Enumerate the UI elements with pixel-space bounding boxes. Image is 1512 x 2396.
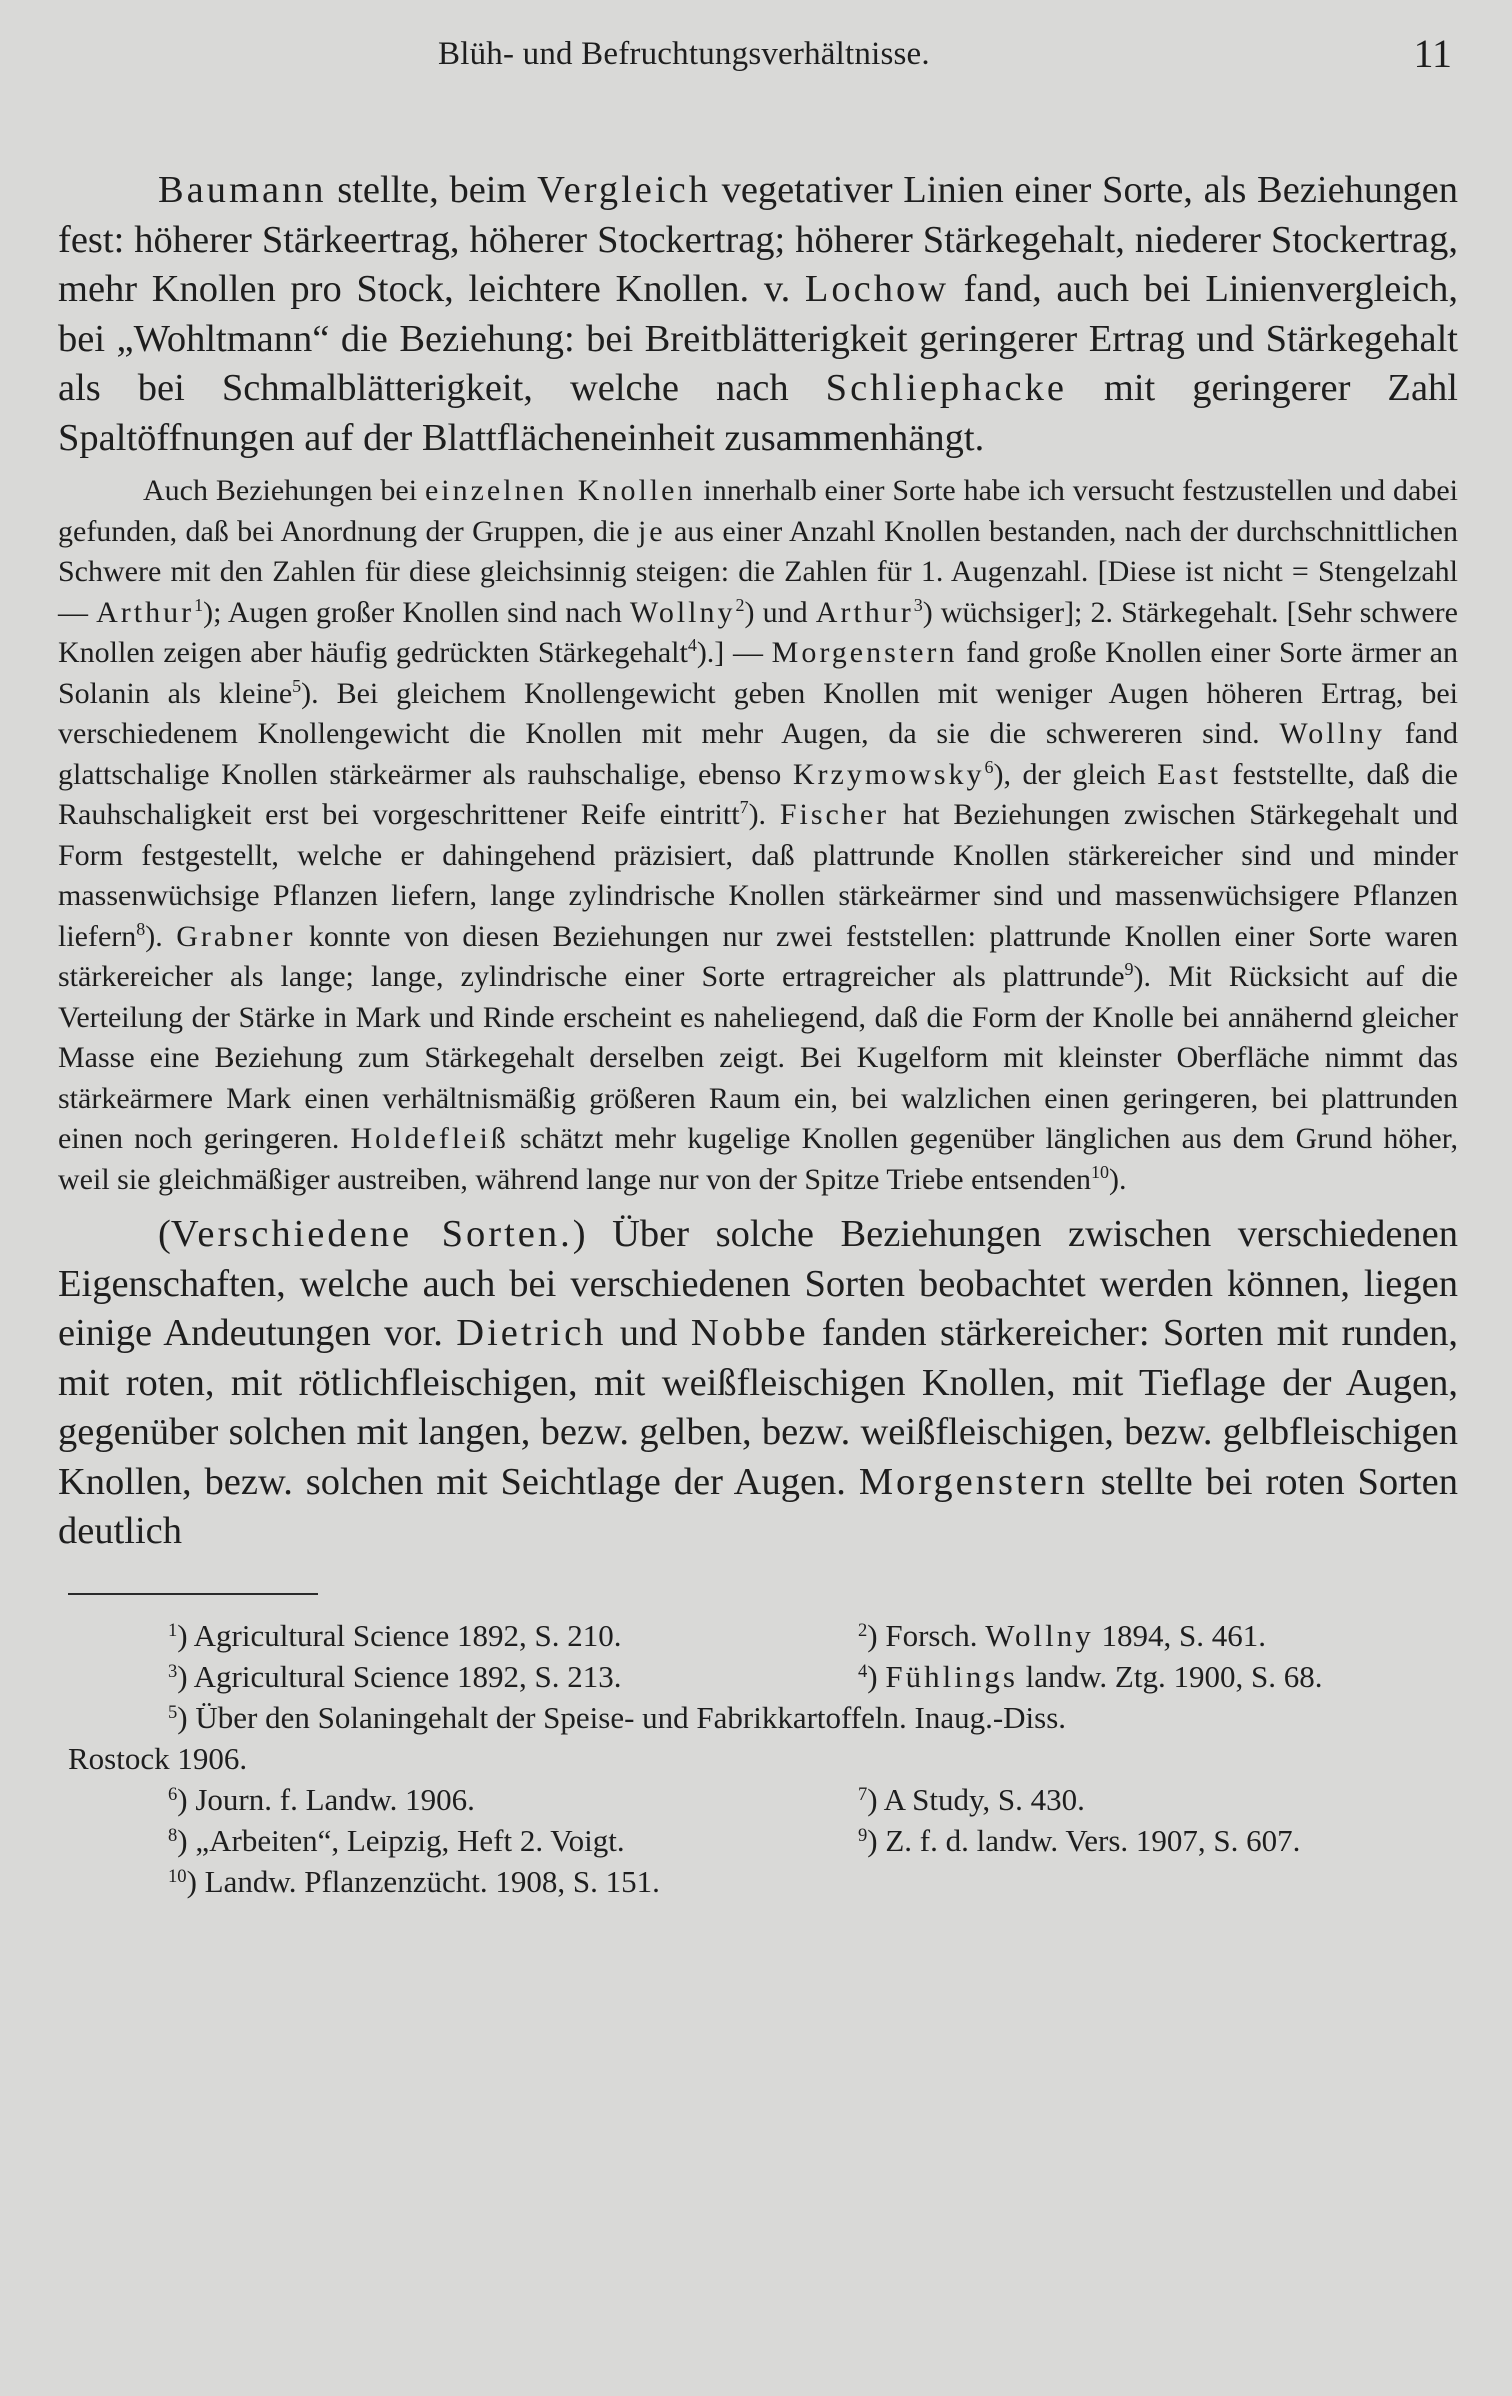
footnote-mark: 2 bbox=[858, 1619, 868, 1641]
footnote-mark: 4 bbox=[858, 1660, 868, 1682]
author-name: Baumann bbox=[158, 169, 327, 211]
text-span: stellte, beim bbox=[326, 169, 538, 211]
footnote-row bbox=[58, 1820, 1458, 1861]
text-span: ).] — bbox=[696, 636, 772, 669]
footnote-ref: 2 bbox=[735, 594, 745, 615]
footnote-text: ) „Arbeiten“, Leipzig, Heft 2. Voigt. bbox=[177, 1822, 625, 1858]
footnote-ref: 7 bbox=[739, 797, 749, 818]
emphasis: Vergleich bbox=[537, 169, 711, 211]
footnote-2 bbox=[858, 1615, 1266, 1656]
text-span: fand große Knollen einer Sorte ärmer an Solanin als kleine bbox=[58, 636, 1458, 710]
footnote-text: ) Landw. Pflanzenzücht. 1908, S. 151. bbox=[186, 1863, 660, 1899]
author-name: Arthur bbox=[815, 595, 914, 629]
footnote-mark: 3 bbox=[168, 1660, 178, 1682]
footnote-ref: 3 bbox=[913, 594, 923, 615]
footnote-9 bbox=[858, 1820, 1300, 1861]
footnote-row bbox=[58, 1615, 1458, 1656]
text-span: fand glattschalige Knollen stärkeärmer als rauhschalige, ebenso bbox=[58, 717, 1458, 791]
author-name: Schliephacke bbox=[825, 367, 1067, 409]
footnote-7 bbox=[858, 1779, 1085, 1820]
footnote-10 bbox=[168, 1861, 858, 1902]
footnote-mark: 9 bbox=[858, 1824, 868, 1846]
footnote-divider bbox=[68, 1593, 318, 1595]
footnote-4 bbox=[858, 1656, 1322, 1697]
footnote-row bbox=[58, 1656, 1458, 1697]
footnote-text: landw. Ztg. 1900, S. 68. bbox=[1017, 1658, 1323, 1694]
text-span: fand, auch bei Linienvergleich, bei „Wohltmann“ die Beziehung: bei Breitblätterigkeit geringerer Ertrag und Stärkegehalt als bei Schmalblätterigkeit, welche nach bbox=[58, 268, 1458, 409]
text-span: ). bbox=[145, 919, 177, 953]
text-span: ( bbox=[158, 1213, 171, 1255]
footnote-6 bbox=[168, 1779, 858, 1820]
footnote-ref: 5 bbox=[292, 675, 302, 696]
text-span: ) wüchsiger]; 2. Stärkegehalt. [Sehr schwere Knollen zeigen aber häufig gedrückten Stärkegehalt bbox=[58, 595, 1458, 669]
footnote-ref: 9 bbox=[1124, 959, 1134, 980]
footnote-ref: 8 bbox=[136, 918, 146, 939]
footnote-1 bbox=[168, 1615, 858, 1656]
footnote-mark: 6 bbox=[168, 1783, 178, 1805]
text-span: Auch Beziehungen bei bbox=[143, 474, 425, 507]
paragraph-verschiedene-sorten bbox=[58, 1210, 1458, 1557]
book-page bbox=[58, 30, 1458, 2370]
emphasis: einzelnen Knollen bbox=[424, 474, 696, 507]
footnote-ref: 1 bbox=[194, 594, 204, 615]
footnote-mark: 5 bbox=[168, 1701, 178, 1723]
text-span: ) und bbox=[744, 595, 816, 629]
author-name: Nobbe bbox=[690, 1312, 809, 1354]
author-name: Dietrich bbox=[456, 1312, 607, 1354]
author-name: Wollny bbox=[1279, 717, 1385, 750]
author-name: East bbox=[1157, 757, 1221, 791]
footnote-text: ) A Study, S. 430. bbox=[867, 1781, 1085, 1817]
page-number: 11 bbox=[1413, 31, 1452, 76]
footnote-mark: 1 bbox=[168, 1619, 178, 1641]
text-span: ). bbox=[1109, 1162, 1127, 1196]
text-span: vegetativer Linien einer Sorte, als Beziehungen fest: höherer Stärkeertrag, höherer Stockertrag; höherer Stärkegehalt, niederer Stockertrag, mehr Knollen pro Stock, leichtere Knollen. v. bbox=[58, 169, 1458, 310]
paragraph-baumann bbox=[58, 166, 1458, 463]
text-span: fanden stärkereicher: Sorten mit runden, mit roten, mit rötlichfleischigen, mit weißfleischigen Knollen, mit Tieflage der Augen, gegenüber solchen mit langen, bezw. gelben, bezw. weißfleischigen, bezw. gelbfleischigen Knollen, bezw. solchen mit Seichtlage der Augen. bbox=[58, 1312, 1458, 1503]
footnote-mark: 10 bbox=[168, 1865, 187, 1887]
footnote-5 bbox=[58, 1697, 1458, 1738]
text-span: konnte von diesen Beziehungen nur zwei feststellen: plattrunde Knollen einer Sorte waren stärkereicher als lange; lange, zylindrische einer Sorte ertragreicher als plattrunde bbox=[58, 919, 1458, 993]
running-title: Blüh- und Befruchtungsverhältnisse. bbox=[438, 36, 930, 72]
text-span: ), der gleich bbox=[993, 757, 1158, 791]
text-span: ) Über solche Beziehungen zwischen verschiedenen Eigenschaften, welche auch bei verschiedenen Sorten beobachtet werden können, liegen einige Andeutungen vor. bbox=[58, 1213, 1458, 1354]
footnote-ref: 4 bbox=[687, 635, 697, 656]
footnote-text: 1894, S. 461. bbox=[1093, 1617, 1267, 1653]
paragraph-einzelne-knollen bbox=[58, 471, 1458, 1200]
footnote-row bbox=[58, 1779, 1458, 1820]
footnote-text: ) Journ. f. Landw. 1906. bbox=[177, 1781, 475, 1817]
author-name: Morgenstern bbox=[858, 1460, 1088, 1503]
footnote-ref: 6 bbox=[984, 756, 994, 777]
author-name: Fühlings bbox=[885, 1658, 1018, 1694]
text-span: und bbox=[606, 1312, 691, 1354]
section-heading: Verschiedene Sorten. bbox=[170, 1213, 573, 1255]
footnote-3 bbox=[168, 1656, 858, 1697]
author-name: Arthur bbox=[96, 595, 195, 629]
author-name: Fischer bbox=[779, 798, 890, 831]
author-name: Grabner bbox=[176, 919, 296, 953]
footnote-mark: 8 bbox=[168, 1824, 178, 1846]
footnote-5-continuation: Rostock 1906. bbox=[68, 1740, 248, 1776]
text-span: innerhalb einer Sorte habe ich versucht festzustellen und dabei gefunden, daß bei Anordnung der Gruppen, die bbox=[58, 474, 1458, 548]
text-span: feststellte, daß die Rauhschaligkeit erst bei vorgeschrittener Reife eintritt bbox=[58, 757, 1458, 831]
author-name: Lochow bbox=[804, 268, 950, 310]
footnote-text: ) Agricultural Science 1892, S. 213. bbox=[177, 1658, 622, 1694]
text-span: aus einer Anzahl Knollen bestanden, nach der durchschnittlichen Schwere mit den Zahlen für diese gleichsinnig steigen: die Zahlen für 1. Augenzahl. [Diese ist nicht = Stengelzahl — bbox=[58, 514, 1458, 629]
footnote-ref: 10 bbox=[1091, 1161, 1110, 1182]
footnote-text: ) Agricultural Science 1892, S. 210. bbox=[177, 1617, 622, 1653]
footnote-8 bbox=[168, 1820, 858, 1861]
footnote-mark: 7 bbox=[858, 1783, 868, 1805]
author-name: Wollny bbox=[629, 595, 736, 629]
text-span: hat Beziehungen zwischen Stärkegehalt und Form festgestellt, welche er dahingehend präzisiert, daß plattrunde Knollen stärkereicher sind und minder massenwüchsige Pflanzen liefern, lange zylindrische Knollen stärkeärmer sind und massenwüchsigere Pflanzen liefern bbox=[58, 798, 1458, 953]
footnotes bbox=[58, 1615, 1458, 1902]
text-span: stellte bei roten Sorten deutlich bbox=[58, 1460, 1458, 1552]
author-name: Morgenstern bbox=[771, 636, 958, 669]
author-name: Krzymowsky bbox=[792, 757, 985, 791]
footnote-text: ) bbox=[867, 1658, 886, 1694]
page-header bbox=[58, 30, 1458, 80]
emphasis: je bbox=[637, 514, 666, 548]
text-span: ); Augen großer Knollen sind nach bbox=[203, 595, 630, 629]
text-span: mit geringerer Zahl Spaltöffnungen auf der Blattflächeneinheit zusammenhängt. bbox=[58, 367, 1458, 459]
text-span: ). bbox=[748, 798, 780, 831]
footnote-row bbox=[58, 1861, 1458, 1902]
text-span: ). Mit Rücksicht auf die Verteilung der Stärke in Mark und Rinde erscheint es naheliegend, daß die Form der Knolle bei annähernd gleicher Masse eine Beziehung zum Stärkegehalt derselben zeigt. Bei Kugelform mit kleinster Oberfläche nimmt das stärkeärmere Mark einen verhältnismäßig größeren Raum ein, bei walzlichen einen geringeren, bei plattrunden einen noch geringeren. bbox=[58, 960, 1458, 1155]
footnote-text: ) Über den Solaningehalt der Speise- und Fabrikkartoffeln. Inaug.-Diss. bbox=[177, 1699, 1067, 1735]
author-name: Wollny bbox=[985, 1617, 1094, 1653]
text-span: schätzt mehr kugelige Knollen gegenüber länglichen aus dem Grund höher, weil sie gleichmäßiger austreiben, während lange nur von der Spitze Triebe entsenden bbox=[58, 1122, 1459, 1196]
footnote-text: ) Forsch. bbox=[867, 1617, 986, 1653]
text-span: ). Bei gleichem Knollengewicht geben Knollen mit weniger Augen höheren Ertrag, bei verschiedenem Knollengewicht die Knollen mit mehr Augen, da sie die schwereren sind. bbox=[58, 676, 1459, 750]
author-name: Holdefleiß bbox=[350, 1122, 509, 1155]
footnote-text: ) Z. f. d. landw. Vers. 1907, S. 607. bbox=[867, 1822, 1301, 1858]
